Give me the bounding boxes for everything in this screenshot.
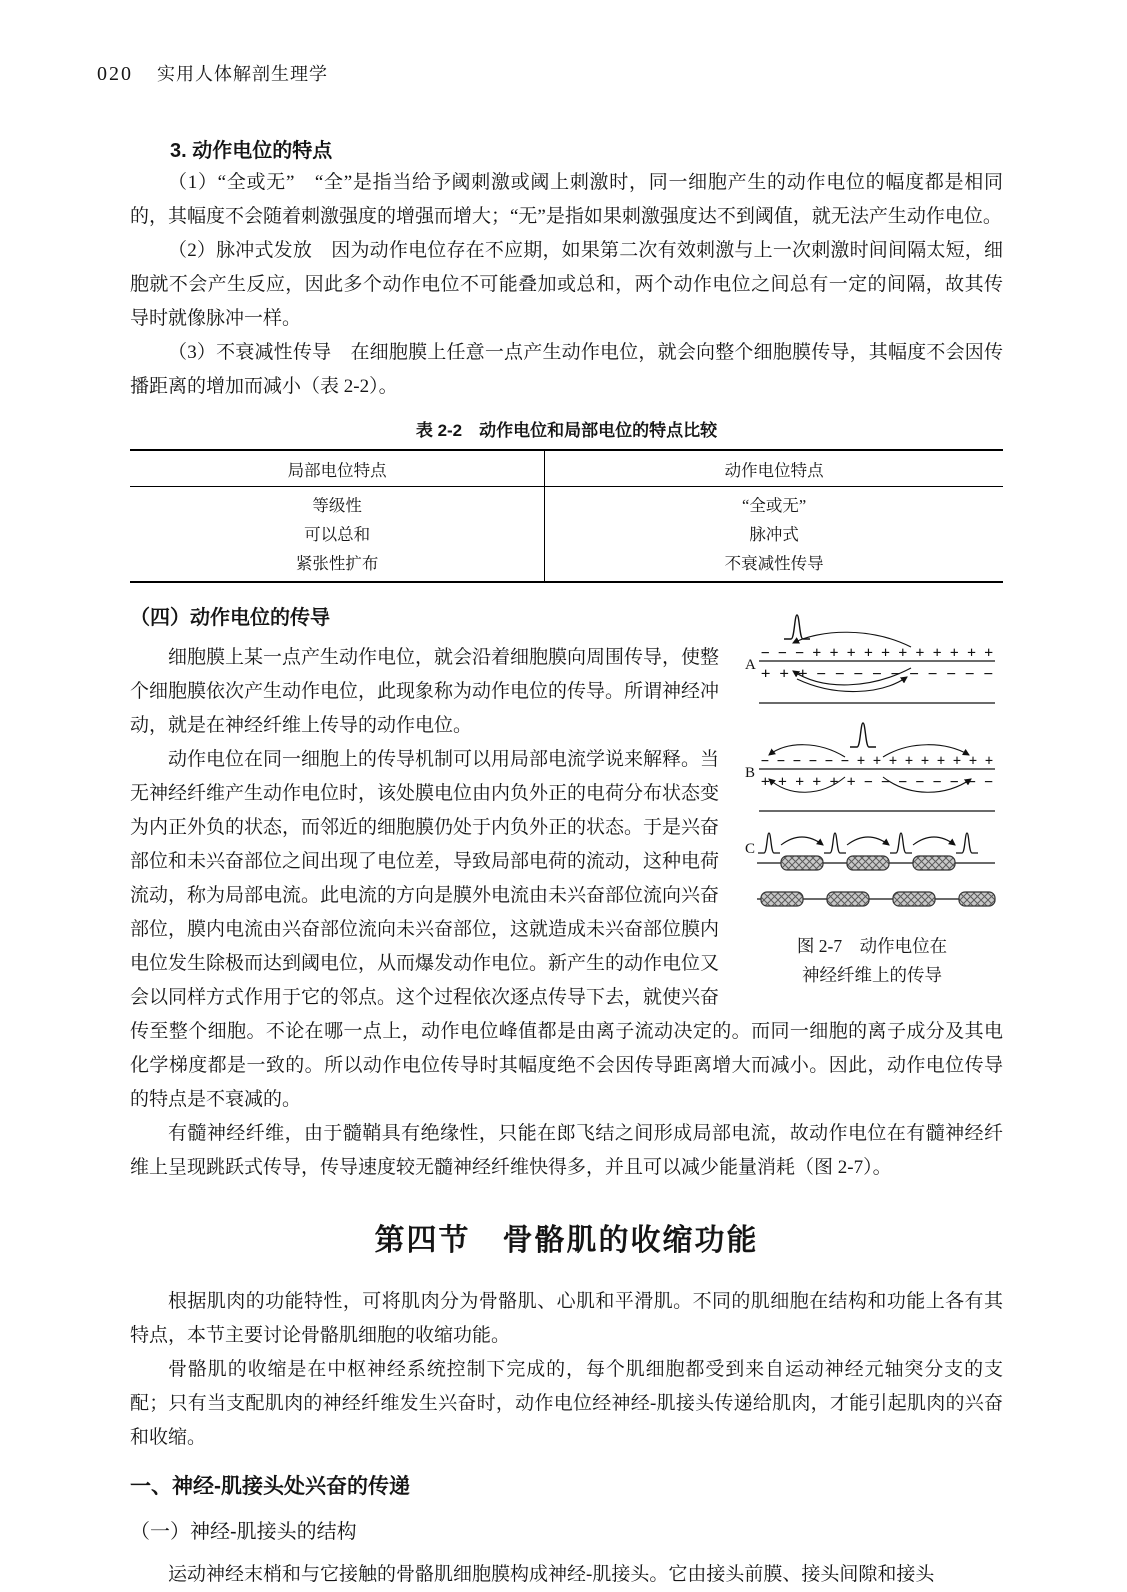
paragraph-skeletal-muscle-control: 骨骼肌的收缩是在中枢神经系统控制下完成的，每个肌细胞都受到来自运动神经元轴突分支的支配；只有当支配肌肉的神经纤维发生兴奋时，动作电位经神经-肌接头传递给肌肉，才能引起肌肉的兴奋和收缩。: [130, 1359, 1003, 1448]
book-title: 实用人体解剖生理学: [157, 64, 328, 84]
paragraph-non-decremental: （3）不衰减性传导 在细胞膜上任意一点产生动作电位，就会向整个细胞膜传导，其幅度不会因传播距离的增加而减小（表 2-2）。: [130, 342, 1003, 397]
diagram-b: [745, 723, 995, 811]
table-header-local-potential: 局部电位特点: [130, 450, 545, 487]
heading-nmj-structure: （一）神经-肌接头的结构: [130, 1520, 357, 1543]
table-header-action-potential: 动作电位特点: [545, 450, 1003, 487]
section-4-title: 第四节 骨骼肌的收缩功能: [374, 1224, 759, 1257]
figure-caption: [741, 932, 1003, 990]
table-caption: 表 2-2 动作电位和局部电位的特点比较: [415, 421, 718, 440]
table-cell: “全或无”: [742, 496, 807, 515]
action-potential-spike-icon: [758, 833, 780, 853]
figure-caption-line2: 神经纤维上的传导: [802, 964, 942, 985]
table-row: [130, 548, 1003, 583]
paragraph-muscle-types: 根据肌肉的功能特性，可将肌肉分为骨骼肌、心肌和平滑肌。不同的肌细胞在结构和功能上各有其特点，本节主要讨论骨骼肌细胞的收缩功能。: [130, 1291, 1003, 1346]
diagram-b-label: B: [745, 765, 756, 781]
figure-2-7: [741, 605, 1003, 990]
figure-2-7-diagram: [743, 605, 1001, 917]
myelin-segment: [847, 856, 889, 870]
diagram-a-label: A: [745, 657, 756, 673]
diagram-c: [745, 833, 995, 906]
table-cell: 等级性: [130, 487, 545, 519]
charges-outside-a: − − − + + + + + + + + + + +: [761, 645, 993, 661]
paragraph-pulse-discharge: （2）脉冲式发放 因为动作电位存在不应期，如果第二次有效刺激与上一次刺激时间间隔太短，细胞就不会产生反应，因此多个动作电位不可能叠加或总和，两个动作电位之间总有一定的间隔，故其传导时就像脉冲一样。: [130, 240, 1003, 329]
myelin-segment: [893, 892, 935, 906]
action-potential-spike-icon: [956, 833, 978, 853]
paragraph-nmj-structure: 运动神经末梢和与它接触的骨骼肌细胞膜构成神经-肌接头。它由接头前膜、接头间隙和接头: [168, 1563, 935, 1585]
myelin-segment: [913, 856, 955, 870]
table-cell: 可以总和: [130, 519, 545, 548]
table-header-row: [130, 450, 1003, 487]
section-conduction: [130, 603, 1003, 1185]
heading-nmj-transmission: 一、神经-肌接头处兴奋的传递: [130, 1475, 410, 1498]
action-potential-spike-icon: [784, 615, 810, 639]
charges-inside-a: + + + − − − − − − − − − −: [761, 666, 993, 682]
diagram-a: [745, 615, 995, 703]
paragraph-all-or-none: （1）“全或无” “全”是指当给予阈刺激或阈上刺激时，同一细胞产生的动作电位的幅度都是相同的，其幅度不会随着刺激强度的增强而增大；“无”是指如果刺激强度达不到阈值，就无法产生动作电位。: [130, 172, 1003, 227]
saltatory-current-arrow: [781, 837, 823, 845]
table-cell: 脉冲式: [749, 525, 799, 544]
saltatory-current-arrow: [847, 837, 889, 845]
paragraph-myelinated-fiber: 有髓神经纤维，由于髓鞘具有绝缘性，只能在郎飞结之间形成局部电流，故动作电位在有髓神经纤维上呈现跳跃式传导，传导速度较无髓神经纤维快得多，并且可以减少能量消耗（图 2-7）。: [130, 1123, 1003, 1178]
table-cell: 紧张性扩布: [130, 548, 545, 583]
paragraph-conduction-intro: 细胞膜上某一点产生动作电位，就会沿着细胞膜向周围传导，使整个细胞膜依次产生动作电位，此现象称为动作电位的传导。所谓神经冲动，就是在神经纤维上传导的动作电位。: [130, 647, 720, 736]
myelin-segment: [781, 856, 823, 870]
table-row: [130, 487, 1003, 519]
page-number: 020: [97, 63, 133, 85]
myelin-segment: [761, 892, 803, 906]
action-potential-spike-icon: [890, 833, 912, 853]
saltatory-current-arrow: [913, 837, 955, 845]
action-potential-spike-icon: [850, 723, 876, 747]
paragraph-local-current: 动作电位在同一细胞上的传导机制可以用局部电流学说来解释。当无神经纤维产生动作电位时，该处膜电位由内负外正的电荷分布状态变为内正外负的状态，而邻近的细胞膜仍处于内负外正的状态。于是兴奋部位和未兴奋部位之间出现了电位差，导致局部电荷的流动，这种电荷流动，称为局部电流。此电流的方向是膜外电流由未兴奋部位流向兴奋部位，膜内电流由兴奋部位流向未兴奋部位，这就造成未兴奋部位膜内电位发生除极而达到阈电位，从而爆发动作电位。新产生的动作电位又会以同样方式作用于它的邻点。这个过程依次逐点传导下去，就使兴奋传至整个细胞。不论在哪一点上，动作电位峰值都是由离子流动决定的。而同一细胞的离子成分及其电化学梯度都是一致的。所以动作电位传导时其幅度绝不会因传导距离增大而减小。因此，动作电位传导的特点是不衰减的。: [130, 749, 1003, 1110]
charges-inside-b: + + + + + + − − − − − − − −: [761, 774, 993, 790]
table-cell: 不衰减性传导: [724, 554, 824, 573]
heading-action-potential-features: 3. 动作电位的特点: [170, 140, 333, 162]
myelin-segment: [959, 892, 995, 906]
diagram-c-label: C: [745, 841, 756, 857]
table-row: [130, 519, 1003, 548]
page-header: [97, 60, 1003, 86]
figure-caption-line1: 图 2-7 动作电位在: [796, 936, 948, 956]
comparison-table: [130, 449, 1003, 583]
charges-outside-b: − − − − − − + + + + + + + + +: [761, 753, 993, 769]
heading-conduction: （四）动作电位的传导: [130, 607, 330, 629]
action-potential-spike-icon: [824, 833, 846, 853]
myelin-segment: [827, 892, 869, 906]
